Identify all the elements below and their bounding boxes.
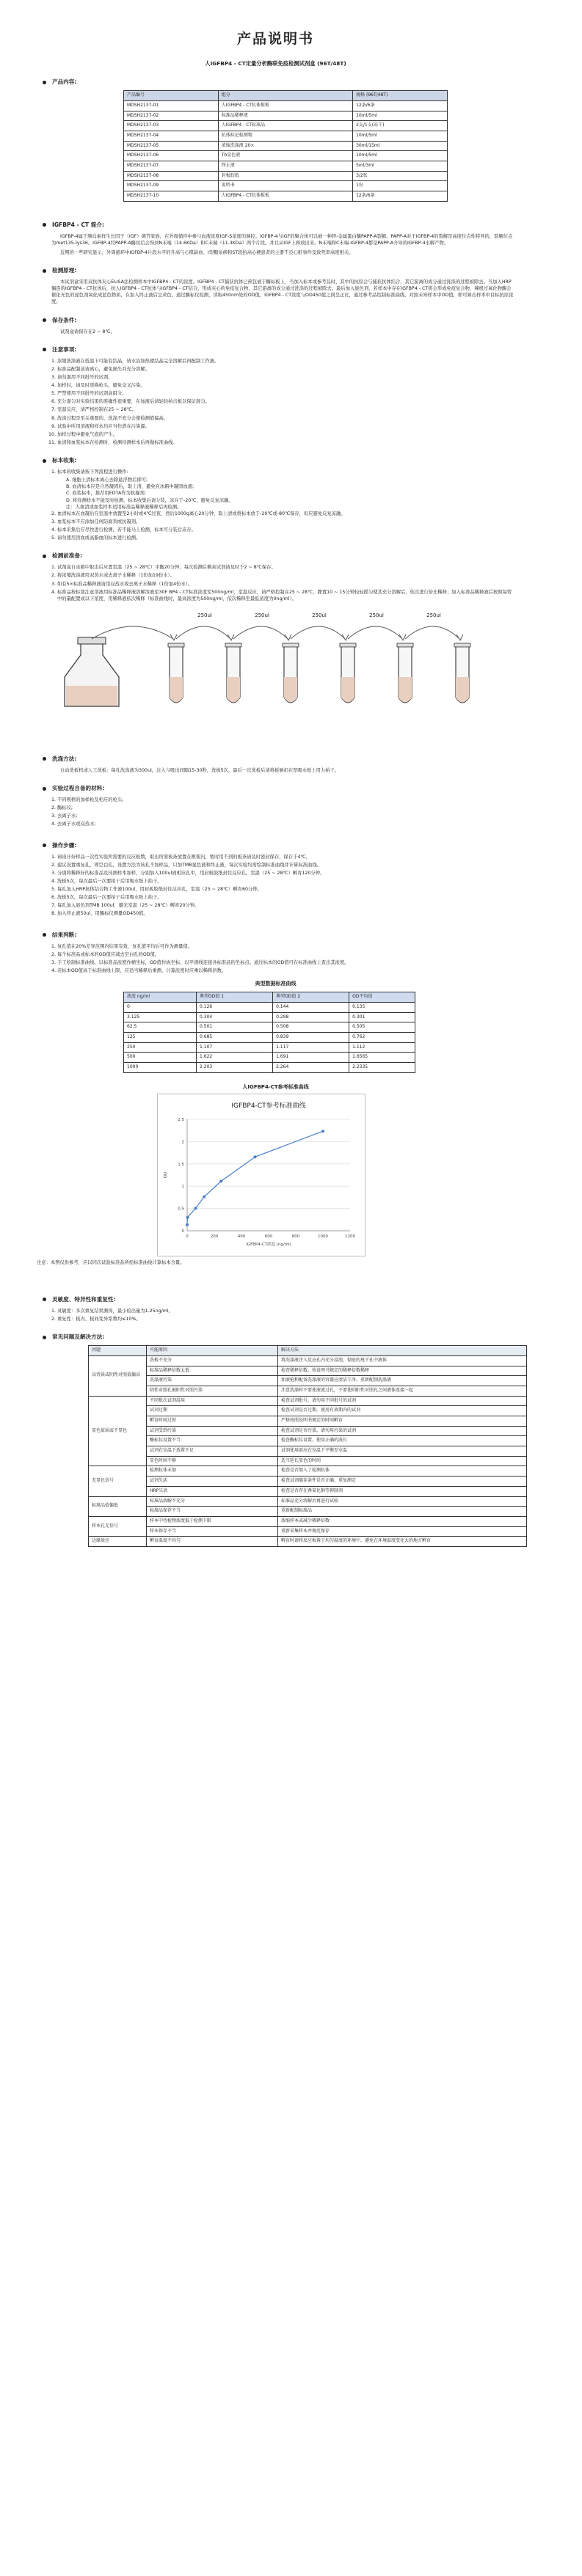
x-tick-label: 1200 (345, 1234, 355, 1239)
solution-cell: 注意洗涤时不要使液流过孔，不要使阴阳性对照孔之间液体连接一起 (278, 1386, 527, 1396)
transfer-arrow (233, 626, 288, 639)
table-cell: 0.508 (273, 1022, 349, 1033)
cause-cell: 洗涤液污染 (147, 1376, 278, 1386)
standard-data-table (123, 992, 415, 1073)
list-item: 2. 血清标本在血凝后在室温中放置至2小时或4℃过夜，然后1000g离心20分钟，取上清或将标本放于-20℃或-80℃保存，但应避免反复冻融。 (57, 511, 514, 517)
bullet-icon (43, 787, 46, 791)
section-sensitivity: 灵敏度、特异性和重复性: (43, 1295, 514, 1303)
list-item: 6. 洗板5次，每次最后一次要拍干后用吸水纸上拍干。 (57, 894, 514, 901)
table-cell: 说明书 (218, 181, 352, 191)
table-cell: 3/2张 (353, 171, 448, 181)
cause-cell: 检测抗体未加 (147, 1466, 278, 1477)
x-tick-label: 400 (237, 1234, 246, 1239)
table-cell: 500 (124, 1053, 197, 1063)
cause-cell: 标准品保存不当 (147, 1507, 278, 1517)
list-item: 4. 加样时，请及时更换枪头，避免交叉污染。 (57, 382, 514, 389)
series-line (187, 1131, 323, 1225)
table-row (89, 1406, 527, 1416)
table-header-cell: 典型OD值 1 (197, 992, 273, 1003)
table-row (89, 1426, 527, 1436)
table-row (124, 1053, 415, 1063)
table-header-cell: OD平均值 (349, 992, 415, 1003)
tube-liquid (227, 677, 240, 703)
table-cell: 1.112 (349, 1042, 415, 1053)
list-item: 3. 手工绘制标准曲线。以标准品浓度作横坐标，OD值作纵坐标，以平滑线连接各标准品的坐标点。通过标本的OD值可在标准曲线上查出其浓度。 (57, 959, 514, 966)
bullet-icon (43, 459, 46, 463)
x-tick-label: 600 (264, 1234, 273, 1239)
section-prep: 检测前准备: (43, 552, 514, 560)
table-row (89, 1436, 527, 1446)
table-row (124, 1012, 415, 1022)
table-row (124, 1042, 415, 1053)
section-intro: IGFBP4 - CT 简介: (43, 221, 514, 229)
section-troubleshoot: 常见问题及解决方法: (43, 1333, 514, 1341)
table-cell: 人IGFBP4 - CT抗体板板 (218, 191, 352, 202)
bullet-icon (43, 844, 46, 847)
data-point (186, 1216, 189, 1219)
dilution-svg (37, 604, 514, 714)
table-header-cell: 可能原因 (147, 1346, 278, 1356)
solution-cell: 检查是否存在叠氮化钠等抑制剂 (278, 1486, 527, 1496)
solution-cell: 检查是否加入了检测抗体 (278, 1466, 527, 1477)
list-item: 8. 加入终止液50ul，用酶标仪测量OD450值。 (57, 910, 514, 917)
sample-note: 注：人血清或血浆样本适用标准品稀释液稀释后再检测。 (66, 504, 182, 510)
solution-cell: 检查试剂储存条件是否正确，重复测定 (278, 1477, 527, 1487)
std-table-title: 典型数据标准曲线 (255, 981, 297, 987)
list-item: 2. 每个标准品或标本的OD值应减去空白孔的OD值。 (57, 951, 514, 958)
list-item: 3. 血浆标本不应添加任何防腐剂或抗凝剂。 (57, 519, 514, 525)
table-cell: 2支/1支(冻干) (353, 121, 448, 131)
cause-cell: 孵育时间过短 (147, 1416, 278, 1427)
table-cell: 标准品稀释液 (218, 111, 352, 121)
tube-icon (168, 643, 184, 703)
transfer-arrow (291, 626, 345, 639)
list-item: D. 将待测样本不能及时检测，标本收集后请分装，冻存于-20℃，避免反复冻融。 (66, 497, 233, 503)
table-cell: MDSH2137-09 (124, 181, 219, 191)
list-item: 1. 浓缩洗涤液在低温下可能有结晶，请水浴加热使结晶完全溶解后再配制工作液。 (57, 358, 514, 365)
x-tick-label: 200 (210, 1234, 219, 1239)
solution-cell: 浓缩样本或减少稀释倍数 (278, 1516, 527, 1526)
prep-list (37, 564, 514, 602)
table-header-cell: 浓度 ng/ml (124, 992, 197, 1003)
table-cell: 2.2335 (349, 1063, 415, 1073)
tube-liquid (341, 677, 354, 703)
doc-subtitle: 人IGFBP4 - CT定量分析酶联免疫检测试剂盒 (96T/48T) (205, 59, 346, 67)
transfer-volume-label: 250ul (197, 612, 212, 618)
y-tick-label: 0 (181, 1229, 184, 1234)
sample-list (37, 469, 514, 475)
table-cell: 1000 (124, 1063, 197, 1073)
transfer-arrow (405, 626, 459, 639)
tube-cap (454, 643, 470, 647)
table-header-cell: 解决方法 (278, 1346, 527, 1356)
cause-cell: 样本中待检物浓度低于检测下限 (147, 1516, 278, 1526)
cause-cell: 试剂在室温下放置不足 (147, 1446, 278, 1457)
section-wash: 洗涤方法: (43, 755, 514, 763)
sample-sub-list (37, 477, 514, 511)
list-item: 11. 血清和血浆标本在检测时，检测待测样本后再做标准曲线。 (57, 439, 514, 446)
table-cell: MDSH2137-02 (124, 111, 219, 121)
bullet-icon (43, 223, 46, 227)
x-tick-label: 800 (291, 1234, 300, 1239)
table-row (124, 131, 448, 141)
solution-cell: 重新采集样本并规范保存 (278, 1526, 527, 1537)
table-row (124, 111, 448, 121)
data-point (203, 1196, 205, 1199)
transfer-volume-label: 250ul (312, 612, 327, 618)
table-header-cell: 问题 (89, 1346, 147, 1356)
data-point (254, 1155, 257, 1158)
list-item: 5. 请勿使用溶血或高脂血的标本进行检测。 (57, 535, 514, 541)
list-item: 1. 不同规格的加样枪及相应的枪头; (57, 797, 514, 803)
section-notes: 注意事项: (43, 345, 514, 354)
tube-cap (397, 643, 413, 647)
table-header-cell: 典型OD值 2 (273, 992, 349, 1003)
table-header-cell: 组分 (218, 91, 352, 101)
solution-cell: 试剂使用前应在室温下平衡至室温 (278, 1446, 527, 1457)
list-item: 1. 标本的收集请按下列流程进行操作: (57, 469, 514, 475)
list-item: 2. 重复性：板内、板间变异系数均≤10%。 (57, 1316, 514, 1322)
table-cell: 0.301 (349, 1012, 415, 1022)
table-row (124, 1002, 415, 1012)
transfer-volume-label: 250ul (369, 612, 384, 618)
bullet-icon (43, 348, 46, 351)
tube-liquid (170, 677, 183, 703)
table-cell: 10ml/5ml (353, 111, 448, 121)
table-row (89, 1446, 527, 1457)
chart-svg (158, 1094, 365, 1256)
table-row (124, 181, 448, 191)
cause-cell: 试剂过期 (147, 1406, 278, 1416)
table-cell: MDSH2137-10 (124, 191, 219, 202)
list-item: 6. 充分混匀对实验结果的准确性很重要，在加液后请轻轻拍击板以保证混匀。 (57, 398, 514, 405)
table-cell: 125 (124, 1032, 197, 1042)
solution-cell: 检查酶标仪设置，使用正确的波长 (278, 1436, 527, 1446)
problem-cell: 无显色信号 (89, 1466, 147, 1496)
table-row (124, 141, 448, 151)
list-item: C. 血浆标本，推荐用EDTA作为抗凝剂; (66, 491, 146, 497)
cause-cell: 不同批次试剂混用 (147, 1396, 278, 1406)
list-item: 3. 分别将稀释好的标准品及待测样本加样，分别加入100ul到相应孔中，用封板胶纸封住反应孔，室温（25 ~ 28℃）孵育120分钟。 (57, 870, 514, 877)
bullet-icon (43, 269, 46, 273)
list-item: A. 细胞上清标本离心去除悬浮物后即可; (66, 477, 148, 483)
cause-cell: 酶标仪设置不当 (147, 1436, 278, 1446)
solution-cell: 检查试剂是否过期，使用有效期内的试剂 (278, 1406, 527, 1416)
tube-liquid (456, 677, 469, 703)
table-row (89, 1466, 527, 1477)
list-item: 1. 请设计好样品一次性实验所需要的反应板数，取出所需板条放置在框架内，暂时用不到的板条请及时密封保存，保存于4℃。 (57, 854, 514, 860)
intro-paragraph-2: 近期的一些研究显示，外周循环中IGFBP-4片段水平的升高与心肌缺血、Ⅰ型糖尿病和ST段抬高心梗患者的主要不良心脏事件及致死率高度相关。 (60, 249, 354, 255)
table-cell: 1份 (353, 181, 448, 191)
table-cell: 10ml/5ml (353, 151, 448, 161)
table-cell: 1.622 (197, 1053, 273, 1063)
table-header-cell: 产品编号 (124, 91, 219, 101)
solution-cell: 适当延长显色的时间 (278, 1456, 527, 1466)
tube-icon (283, 643, 299, 703)
solution-cell: 重新配制标准品 (278, 1507, 527, 1517)
list-item: 1. 灵敏度：多次重复结果测得，最小检出量为1.25ng/ml。 (57, 1308, 514, 1314)
tube-liquid (284, 677, 297, 703)
cause-cell: 样本保存不当 (147, 1526, 278, 1537)
data-point (219, 1179, 222, 1182)
table-row (124, 191, 448, 202)
table-row (89, 1456, 527, 1466)
problem-cell: 边缘效应 (89, 1537, 147, 1547)
dilution-diagram (37, 604, 514, 714)
list-item: 3. 去离子水; (57, 813, 514, 819)
transfer-volume-label: 250ul (255, 612, 269, 618)
wash-paragraph: 自动洗板机或人工洗板：每孔洗涤液为300ul，注入与吸出间隔15-30秒，洗板5次，最后一次洗板后请将板倒扣在厚吸水纸上用力拍干。 (60, 767, 340, 773)
x-axis-label: IGFBP4-CT浓度 (ng/ml) (246, 1242, 291, 1247)
problem-cell: 显色值弱或不显色 (89, 1396, 147, 1466)
sample-list-cont (37, 511, 514, 542)
tube-cap (225, 643, 241, 647)
table-row (124, 171, 448, 181)
table-cell: 0 (124, 1002, 197, 1012)
tube-liquid (399, 677, 412, 703)
table-row (89, 1516, 527, 1526)
table-cell: 抗体标记检测物 (218, 131, 352, 141)
table-cell: 0.685 (197, 1032, 273, 1042)
solution-cell: 严格按照说明书规定的时间孵育 (278, 1416, 527, 1427)
list-item: 4. 标准品按标签注意溶液用标准品稀释液溶解溶液至30F BP4 - CT标准浓度至500ng/ml，室温反应，请严格控制在25 ~ 28℃，静置10 ~ 15分钟轻轻摇匀使其充分溶解后，依次进行倍比稀释；加入标准品稀释液后按照每管中的量配置成以下浓度，用稀释液依次稀释（标准曲线时，最高浓度为500ng/ml，依次稀释至最低浓度为0ng/ml）。 (57, 589, 514, 602)
table-row (89, 1496, 527, 1507)
table-cell: 30ml/15ml (353, 141, 448, 151)
intro-paragraph-1: IGFBP-4属于胰岛素样生长因子（IGF）调节家族，在外周循环中参与血液浓度IGF-S浓度的调控。IGFBP-4与IGF的聚合体可以被一种锌-金属蛋白酶PAPP-A裂解。PAPP-A对于IGFBP-4的裂解是高度位点性特异的，裂解位点为met135-lys36。IGFBP-4经PAPP-A酶切后会得到N末端（14.6KDa）和C末端（11.3KDa）两个片段。并且从IGF上释放出来。N末端和C末端-IGFBP-4都是PAPP-A介导的IGFBP-4水解产物。 (51, 233, 513, 246)
problem-cell: 高背景或阴性对照值偏高 (89, 1355, 147, 1396)
tube-icon (340, 643, 356, 703)
table-row (89, 1386, 527, 1396)
problem-cell: 样本孔无信号 (89, 1516, 147, 1536)
bullet-icon (43, 555, 46, 558)
list-item: B. 血清标本应是自然凝固后，取上清，避免在冰箱中凝固血液; (66, 484, 194, 490)
section-steps: 操作步骤: (43, 841, 514, 849)
table-cell: 封板胶纸 (218, 171, 352, 181)
bullet-icon (43, 1336, 46, 1339)
table-row (89, 1477, 527, 1487)
table-cell: 62.5 (124, 1022, 197, 1033)
bullet-icon (43, 933, 46, 937)
data-point (321, 1130, 324, 1133)
cause-cell: 试剂失活 (147, 1477, 278, 1487)
table-row (89, 1376, 527, 1386)
storage-paragraph: 试剂盒请保存在2 ~ 8℃。 (60, 329, 115, 334)
table-cell: 0.839 (273, 1032, 349, 1042)
chart-note: 注意：本图仅供参考，应以同次试验标准品所绘标准曲线计算标本含量。 (37, 1259, 185, 1265)
cause-cell: 阴性对照孔被阳性对照污染 (147, 1386, 278, 1396)
table-cell: 12条/6条 (353, 191, 448, 202)
table-cell: 250 (124, 1042, 197, 1053)
table-cell: 2.264 (273, 1063, 349, 1073)
cause-cell: 孵育温度不均匀 (147, 1537, 278, 1547)
tube-cap (340, 643, 356, 647)
table-row (89, 1526, 527, 1537)
list-item: 3. 如有5×标准品稀释液请用双蒸水或去离子水稀释（1份加4份水）。 (57, 581, 514, 588)
solution-cell: 将洗涤液注入反应孔内充分浸泡，彻底的甩干孔中液体 (278, 1355, 527, 1366)
cause-cell: 显色时间不够 (147, 1456, 278, 1466)
x-tick-label: 0 (186, 1234, 189, 1239)
troubleshooting-table (88, 1345, 527, 1547)
list-item: 9. 试验中所用溶液和样本均应当作潜在污染源。 (57, 423, 514, 430)
section-components: 产品内容: (43, 78, 514, 86)
table-cell: 浓缩洗涤液 20× (218, 141, 352, 151)
bullet-icon (43, 1298, 46, 1301)
problem-cell: 标准品值偏低 (89, 1496, 147, 1516)
transfer-volume-label: 250ul (426, 612, 441, 618)
data-point (194, 1207, 197, 1210)
tube-icon (225, 643, 241, 703)
list-item: 2. 酶标仪; (57, 805, 514, 811)
table-row (124, 100, 448, 111)
section-materials: 实验过程自备的材料: (43, 784, 514, 792)
transfer-arrow (92, 626, 173, 639)
steps-list (37, 854, 514, 918)
table-cell: 5ml/3ml (353, 161, 448, 171)
solution-cell: 标准品充分溶解后再进行试验 (278, 1496, 527, 1507)
solution-cell: 孵育时请将反应板置于均匀温度的环境中，避免在环境温度变化大的地方孵育 (278, 1537, 527, 1547)
table-header-cell: 规格 (96T/48T) (353, 91, 448, 101)
cause-cell: 标准品稀释倍数太低 (147, 1366, 278, 1376)
list-item: 2. 建议设置重复孔，即空白孔，设置方法为该孔不加样品，只加TMB显色液和终止液，每次实验均需绘制标准曲线并计算标准曲线。 (57, 862, 514, 868)
table-cell: 0.135 (349, 1002, 415, 1012)
cause-cell: 试剂受到污染 (147, 1426, 278, 1436)
tube-icon (397, 643, 413, 703)
doc-title: 产品说明书 (236, 31, 314, 47)
table-cell: 3.125 (124, 1012, 197, 1022)
table-row (89, 1355, 527, 1366)
y-tick-label: 0.5 (178, 1207, 184, 1212)
solution-cell: 加液枪和配备洗涤液的容器应清洁干净，重新配制洗涤液 (278, 1376, 527, 1386)
cause-cell: 洗板不充分 (147, 1355, 278, 1366)
table-cell: 0.298 (273, 1012, 349, 1022)
table-cell: 0.144 (273, 1002, 349, 1012)
sensitivity-list (37, 1308, 514, 1322)
cause-cell: HRP失活 (147, 1486, 278, 1496)
table-row (89, 1416, 527, 1427)
table-cell: 0.762 (349, 1032, 415, 1042)
bullet-icon (43, 318, 46, 322)
y-tick-label: 1.5 (178, 1162, 184, 1167)
table-row (89, 1366, 527, 1376)
standard-curve-chart (157, 1094, 365, 1256)
table-row (124, 151, 448, 161)
table-cell: MDSH2137-07 (124, 161, 219, 171)
chart-caption: 人IGFBP4-CT参考标准曲线 (242, 1083, 309, 1090)
transfer-arrow (176, 626, 230, 639)
table-row (89, 1486, 527, 1496)
table-cell: 人IGFBP4 - CT抗体板板 (218, 100, 352, 111)
list-item: 4. 若标本OD值高于标准曲线上限，应适当稀释后重测，计算浓度时应乘以稀释倍数。 (57, 967, 514, 974)
table-cell: 0.126 (197, 1002, 273, 1012)
transfer-arrow (348, 626, 402, 639)
principle-paragraph: 本试剂盒采用双抗体夹心ELISA法检测样本中IGFBP4 - CT的浓度。IGFBP4 - CT捕获抗体已预包被于酶标板上，当加入标本或参考品时，其中的抗原会与捕获抗体结合，其它游离的成分通过洗涤的过程被除去。当加入HRP偶连的IGFBP4 - CT抗体后，抗人IGFBP4 - CT抗体与IGFBP4 - CT结合，形成夹心的免疫复合物，其它游离的成分通过洗涤的过程被除去。最后加入显色剂，若样本中存在IGFBP4 - CT将会形成免疫复合物，辣根过氧化物酶会催化无色的显色剂氧化成蓝色物质，在加入终止液后呈黄色。通过酶标仪检测，读取450nm处的OD值，IGFBP4 - CT浓度与OD450值之间呈正比，通过参考品绘制标准曲线，对照未知样本中OD值，即可算出样本中目标抗原浓度。 (51, 279, 514, 305)
y-tick-label: 2 (181, 1140, 184, 1145)
table-cell: 1.117 (273, 1042, 349, 1053)
table-cell: 2.203 (197, 1063, 273, 1073)
table-row (89, 1396, 527, 1406)
list-item: 2. 标准品配制前请离心，避免损失并充分溶解。 (57, 366, 514, 373)
table-cell: Tb显色液 (218, 151, 352, 161)
list-item: 5. 严禁使用不同批号的试剂盒组分。 (57, 390, 514, 397)
list-item: 3. 请勿混用不同批号的试剂。 (57, 374, 514, 381)
table-cell: MDSH2137-05 (124, 141, 219, 151)
results-list (37, 943, 514, 975)
y-tick-label: 1 (181, 1185, 184, 1190)
list-item: 1. 复孔值在20%差异范围内结果有效，复孔值平均后可作为测量值。 (57, 943, 514, 950)
chart-title: IGFBP4-CT参考标准曲线 (231, 1102, 306, 1110)
table-cell: 0.501 (197, 1022, 273, 1033)
table-row (124, 121, 448, 131)
list-item: 4. 标本采集后应尽快进行检测，若不能马上检测，标本可分装后冻存。 (57, 527, 514, 533)
list-item: 1. 试剂盒自冰箱中取出后应置室温（25 ~ 28℃）平衡20分钟；每次检测后剩余试剂请及时于2 ~ 8℃保存。 (57, 564, 514, 571)
table-cell: MDSH2137-03 (124, 121, 219, 131)
list-item: 7. 室温反应，请严格控制在25 ~ 28℃。 (57, 406, 514, 413)
section-results: 结果判断: (43, 931, 514, 939)
section-principle: 检测原理: (43, 266, 514, 274)
tube-cap (168, 643, 184, 647)
table-cell: 0.304 (197, 1012, 273, 1022)
table-cell: 10ml/5ml (353, 131, 448, 141)
table-cell: MDSH2137-08 (124, 171, 219, 181)
list-item: 5. 每孔加入HRP抗体结合物工作液100ul，用封板胶纸封住反应孔，室温（25 ~ 28℃）孵育60分钟。 (57, 886, 514, 893)
tube-cap (283, 643, 299, 647)
x-tick-label: 1000 (318, 1234, 328, 1239)
list-item: 4. 洗板5次，每次最后一次要拍干后用吸水纸上拍干。 (57, 878, 514, 885)
table-cell: 1.6565 (349, 1053, 415, 1063)
section-sample: 标本收集: (43, 456, 514, 464)
table-cell: 1.107 (197, 1042, 273, 1053)
materials-list (37, 797, 514, 828)
table-row (89, 1537, 527, 1547)
notes-list (37, 358, 514, 446)
table-cell: 12条/6条 (353, 100, 448, 111)
section-storage: 保存条件: (43, 316, 514, 324)
tube-icon (454, 643, 470, 703)
list-item: 8. 洗涤过程是至关重要的，洗涤不充分会使检测值偏高。 (57, 415, 514, 422)
table-row (124, 1022, 415, 1033)
table-cell: MDSH2137-01 (124, 100, 219, 111)
stock-bottle-icon (65, 637, 119, 706)
list-item: 10. 加样过程中避免气泡的产生。 (57, 431, 514, 438)
cause-cell: 标准品溶解不充分 (147, 1496, 278, 1507)
list-item: 4. 去离子水或双蒸水; (57, 821, 514, 827)
table-row (124, 1063, 415, 1073)
table-cell: 人IGFBP4 - CT标准品 (218, 121, 352, 131)
bullet-icon (43, 81, 46, 84)
solution-cell: 检查试剂是否污染，请勿用污染的试剂 (278, 1426, 527, 1436)
table-cell: MDSH2137-04 (124, 131, 219, 141)
table-cell: 终止液 (218, 161, 352, 171)
components-table (123, 90, 448, 202)
solution-cell: 检查稀释倍数，按说明书规定的稀释倍数稀释 (278, 1366, 527, 1376)
bullet-icon (43, 757, 46, 761)
table-cell: 0.505 (349, 1022, 415, 1033)
list-item: 7. 每孔加入显色剂TMB 100ul，避光室温（25 ~ 28℃）孵育20分钟。 (57, 902, 514, 909)
table-row (124, 161, 448, 171)
solution-cell: 检查试剂批号，请勿用不同批号的试剂 (278, 1396, 527, 1406)
table-row (89, 1507, 527, 1517)
y-axis-label: OD (164, 1171, 168, 1179)
table-row (124, 1032, 415, 1042)
table-cell: MDSH2137-06 (124, 151, 219, 161)
table-cell: 1.691 (273, 1053, 349, 1063)
data-point (186, 1223, 189, 1226)
y-tick-label: 2.5 (178, 1117, 184, 1122)
list-item: 2. 将浓缩洗涤液用双蒸水或去离子水稀释（1份加19份水）。 (57, 572, 514, 579)
